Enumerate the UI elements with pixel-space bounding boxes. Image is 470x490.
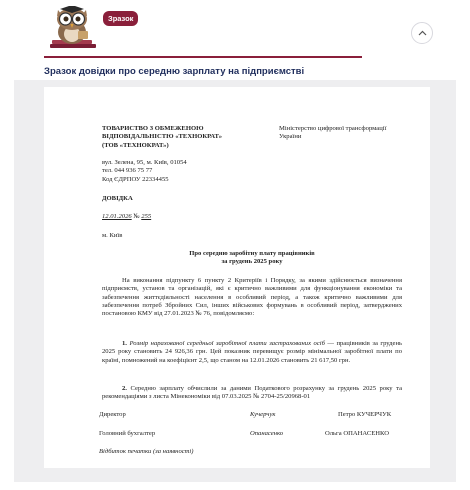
phone: тел. 044 936 75 77: [102, 167, 153, 175]
edrpou-code: Код ЄДРПОУ 22334455: [102, 175, 169, 183]
stamp-note: Відбиток печатки (за наявності): [99, 448, 194, 455]
recipient: [279, 125, 419, 142]
document-number: 255: [141, 213, 152, 220]
director-title: Директор: [99, 411, 126, 418]
number-prefix: №: [133, 213, 140, 220]
intro-paragraph: На виконання підпункту 6 пункту 2 Критеріїв і Порядку, за якими здійснюється визначення підприємств, установ та організацій, які є критично важливими для функціонування економіки та забезпечення життєдіяльності населення в особливий період, а також критично важливими для забезпечення потреб Збройних Сил, інших військових формувань в особливий період, затверджених постановою КМУ від 27.01.2023 № 76, повідомляємо:: [102, 277, 402, 318]
item-1-number: 1.: [122, 340, 127, 347]
subject-line: за грудень 2025 року: [221, 258, 283, 266]
chevron-up-icon: [418, 30, 427, 36]
item-1: [102, 340, 402, 365]
address: вул. Зелена, 95, м. Київ, 01054: [102, 159, 187, 166]
recipient-line: України: [279, 133, 302, 141]
sample-badge: Зразок: [103, 11, 138, 26]
company-name: [102, 125, 262, 150]
accent-divider: [44, 56, 362, 58]
document-date: 12.01.2026: [102, 213, 132, 220]
accountant-signature: Опанасенко: [250, 430, 284, 437]
subject: [102, 250, 402, 267]
item-1-lead: Розмір нарахованої середньої заробітної плати застрахованих осіб: [129, 340, 325, 347]
item-2: [102, 385, 402, 402]
contact-block: [102, 159, 302, 184]
item-2-number: 2.: [122, 385, 127, 392]
collapse-button[interactable]: [411, 22, 433, 44]
item-1-text: — працівників за грудень 2025 року становить 24 926,36 грн. Цей показник перевищує розмір мінімальної заробітної плати по країні, помножений на коефіцієнт 2,5, що станом на 12.01.2026 становить 21 617,50 грн.: [102, 340, 403, 364]
document-type: ДОВІДКА: [102, 195, 133, 202]
owl-mascot-icon: [48, 6, 98, 52]
accountant-title: Головний бухгалтер: [99, 430, 156, 437]
document-page: [44, 87, 430, 468]
company-line: ВІДПОВІДАЛЬНІСТЮ «ТЕХНОКРАТ»: [102, 133, 223, 141]
company-line: ТОВАРИСТВО З ОБМЕЖЕНОЮ: [102, 125, 204, 132]
company-line: (ТОВ «ТЕХНОКРАТ»): [102, 141, 169, 149]
director-signature: Кучерчук: [250, 411, 276, 418]
recipient-line: Міністерство цифрової трансформації: [279, 125, 387, 132]
director-name: Петро КУЧЕРЧУК: [338, 411, 392, 418]
accountant-name: Ольга ОПАНАСЕНКО: [325, 430, 390, 437]
city: м. Київ: [102, 232, 123, 239]
subject-line: Про середню заробітну плату працівників: [189, 250, 315, 257]
item-2-text: Середню зарплату обчислили за даними Податкового розрахунку за грудень 2025 року та рекомендаціями з листа Мінекономіки від 07.03.2025 № 2704-25/20968-01: [102, 385, 402, 401]
document-date-number: [102, 213, 151, 221]
page-title: Зразок довідки про середню зарплату на підприємстві: [44, 66, 305, 77]
